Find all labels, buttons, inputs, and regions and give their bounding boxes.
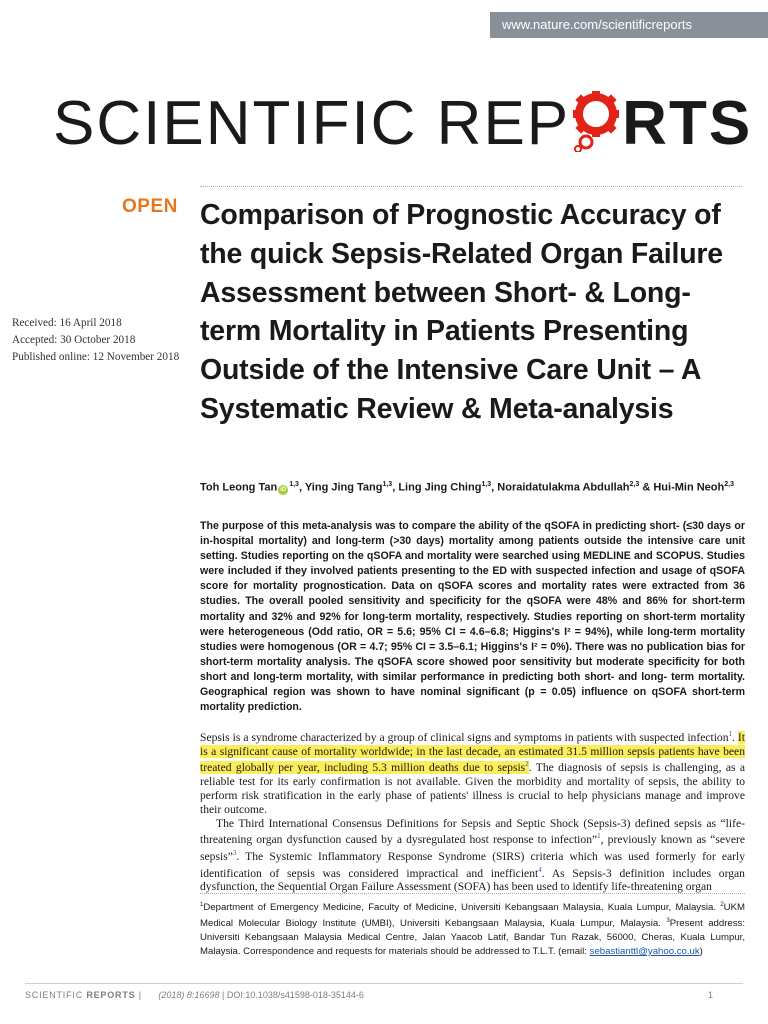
footer-divider	[25, 983, 743, 984]
footnote-divider	[200, 893, 745, 894]
footer-citation	[158, 990, 364, 1000]
footnote-text: UKM Medical Molecular Biology Institute (UMBI), Universiti Kebangsaan Malaysia, Kuala Lumpur, Malaysia.	[200, 902, 745, 930]
journal-url-badge[interactable]	[490, 12, 768, 38]
page-footer	[25, 990, 743, 1004]
footnote-marker: 1	[200, 902, 204, 908]
accepted-date: Accepted: 30 October 2018	[12, 334, 136, 346]
abstract: The purpose of this meta-analysis was to compare the ability of the qSOFA in predicting short- (≤30 days or in-hospital mortality) and long-term (>30 days) mortality among patients outside the intensive care unit setting. Studies reporting on the qSOFA and mortality were searched using MEDLINE and SCOPUS. Studies were included if they involved patients presenting to the ED with suspected infection and usage of qSOFA score for mortality prognostication. Data on qSOFA scores and mortality rates were extracted from 36 studies. The overall pooled sensitivity and specificity for the qSOFA were 48% and 86% for short-term mortality and 32% and 92% for long-term mortality, respectively. Studies reporting on short-term mortality were heterogeneous (Odd ratio, OR = 5.6; 95% CI = 4.6–6.8; Higgins's I² = 94%), while long-term mortality studies were homogenous (OR = 4.7; 95% CI = 3.5–6.1; Higgins's I² = 0%). There was no publication bias for short-term mortality analysis. The qSOFA score showed poor sensitivity but moderate specificity for both short and long-term mortality, with similar performance in predicting both short- and long- term mortality. Geographical region was shown to have nominal significant (p = 0.05) influence on qSOFA short-term mortality prediction.	[200, 520, 745, 714]
author-affiliation: 1,3	[481, 481, 492, 488]
article-title: Comparison of Prognostic Accuracy of the quick Sepsis-Related Organ Failure Assessment between Short- & Long-term Mortality in Patients Presenting Outside of the Intensive Care Unit – A Systematic Review & Meta-analysis	[200, 199, 723, 425]
author-conjunction: &	[642, 481, 651, 494]
journal-name-light: SCIENTIFIC REP	[53, 89, 571, 158]
body-text-span: . The Systemic Inflammatory Response Syndrome (SIRS) criteria which was used formerly for early identification of sepsis was considered impractical and inefficient	[200, 849, 745, 880]
journal-url[interactable]: www.nature.com/scientificreports	[502, 17, 693, 32]
orcid-icon[interactable]: iD	[280, 486, 287, 493]
journal-name-tail: RTS	[622, 89, 753, 158]
footnote-text: )	[699, 946, 703, 958]
footer-journal-name	[25, 990, 142, 1000]
body-text-span: The Third International Consensus Definitions for Sepsis and Septic Shock (Sepsis-3) defined sepsis as “life-threatening organ dysfunction caused by a dysregulated host response to infection”	[200, 816, 745, 847]
footnote	[200, 899, 745, 959]
body-text-span: . As Sepsis-3 definition includes organ dysfunction, the Sequential Organ Failure Assessment (SOFA) has been used to identify life-threatening organ	[200, 866, 745, 894]
body-text-span: .	[732, 730, 738, 744]
body-paragraph	[200, 728, 745, 817]
body-text-span: . The diagnosis of sepsis is challenging, as a reliable test for its early confirmation is not available. Given the morbidity and mortality of sepsis, the ability to perform risk stratification in the early phase of patients' illness is crucial to help physicians manage and improve their outcome.	[200, 761, 745, 816]
body-text	[200, 728, 745, 894]
body-text-span: Sepsis is a syndrome characterized by a group of clinical signs and symptoms in patients with suspected infection	[200, 730, 729, 744]
reference-link[interactable]: 2	[525, 760, 529, 769]
published-date: Published online: 12 November 2018	[12, 351, 180, 363]
correspondence-email-link[interactable]: sebastianttl@yahoo.co.uk	[589, 946, 700, 958]
journal-masthead	[53, 84, 753, 164]
author-name[interactable]: Toh Leong Tan	[200, 481, 278, 494]
footer-separator: |	[138, 990, 142, 1000]
author-list: Toh Leong Tan iD$^{1,3}$, Ying Jing Tang$^{1,3}$, Ling Jing Ching$^{1,3}$, Noraidatulakma Abdullah$^{2,3}$ & Hui-Min Neoh$^{2,3}$	[200, 481, 734, 494]
gear-logo-icon	[570, 90, 622, 148]
reference-link[interactable]: 1	[597, 832, 601, 841]
body-text-span: It is a significant cause of mortality worldwide; in the last decade, an estimated 31.5 million sepsis patients have been treated globally per year, including 5.3 million deaths due to sepsis	[200, 730, 746, 775]
author-name[interactable]: Hui-Min Neoh	[653, 481, 725, 494]
header-divider	[200, 186, 742, 187]
footnote-marker: 3	[666, 918, 670, 925]
footnote-text: Present address: Universiti Kebangsaan Malaysia Medical Centre, Jalan Yaacob Latif, Bandar Tun Razak, 56000, Cheras, Kuala Lumpur, Malaysia. Correspondence and requests for materials should be addressed to T.L.T. (email:	[200, 918, 746, 958]
author-affiliation: 2,3	[629, 481, 640, 488]
received-date: Received: 16 April 2018	[12, 317, 122, 329]
footer-volume: (2018) 8:16698	[158, 990, 220, 1000]
body-text-span: , previously known as “severe sepsis”	[200, 833, 745, 863]
reference-link[interactable]: 3	[232, 848, 237, 857]
author-name[interactable]: Ling Jing Ching	[398, 481, 482, 494]
footnote-text: Department of Emergency Medicine, Faculty of Medicine, Universiti Kebangsaan Malaysia, Kuala Lumpur, Malaysia.	[203, 902, 717, 914]
author-name[interactable]: Ying Jing Tang	[304, 481, 383, 494]
page-number: 1	[707, 990, 713, 1000]
article-dates	[12, 315, 187, 366]
author-affiliation: 1,3	[289, 481, 299, 488]
author-affiliation: 1,3	[382, 481, 393, 488]
open-access-label: OPEN	[122, 196, 178, 217]
author-affiliation: 2,3	[724, 481, 734, 488]
footer-brand-bold: REPORTS	[86, 990, 136, 1000]
reference-link[interactable]: 4	[538, 865, 542, 874]
footer-doi[interactable]: | DOI:10.1038/s41598-018-35144-6	[221, 990, 364, 1000]
footnote-marker: 2	[720, 902, 724, 908]
footer-brand-light: SCIENTIFIC	[25, 990, 84, 1000]
affiliation-footnotes	[200, 899, 745, 959]
reference-link[interactable]: 1	[728, 730, 733, 738]
body-paragraph	[200, 817, 745, 895]
author-name[interactable]: Noraidatulakma Abdullah	[497, 481, 630, 494]
